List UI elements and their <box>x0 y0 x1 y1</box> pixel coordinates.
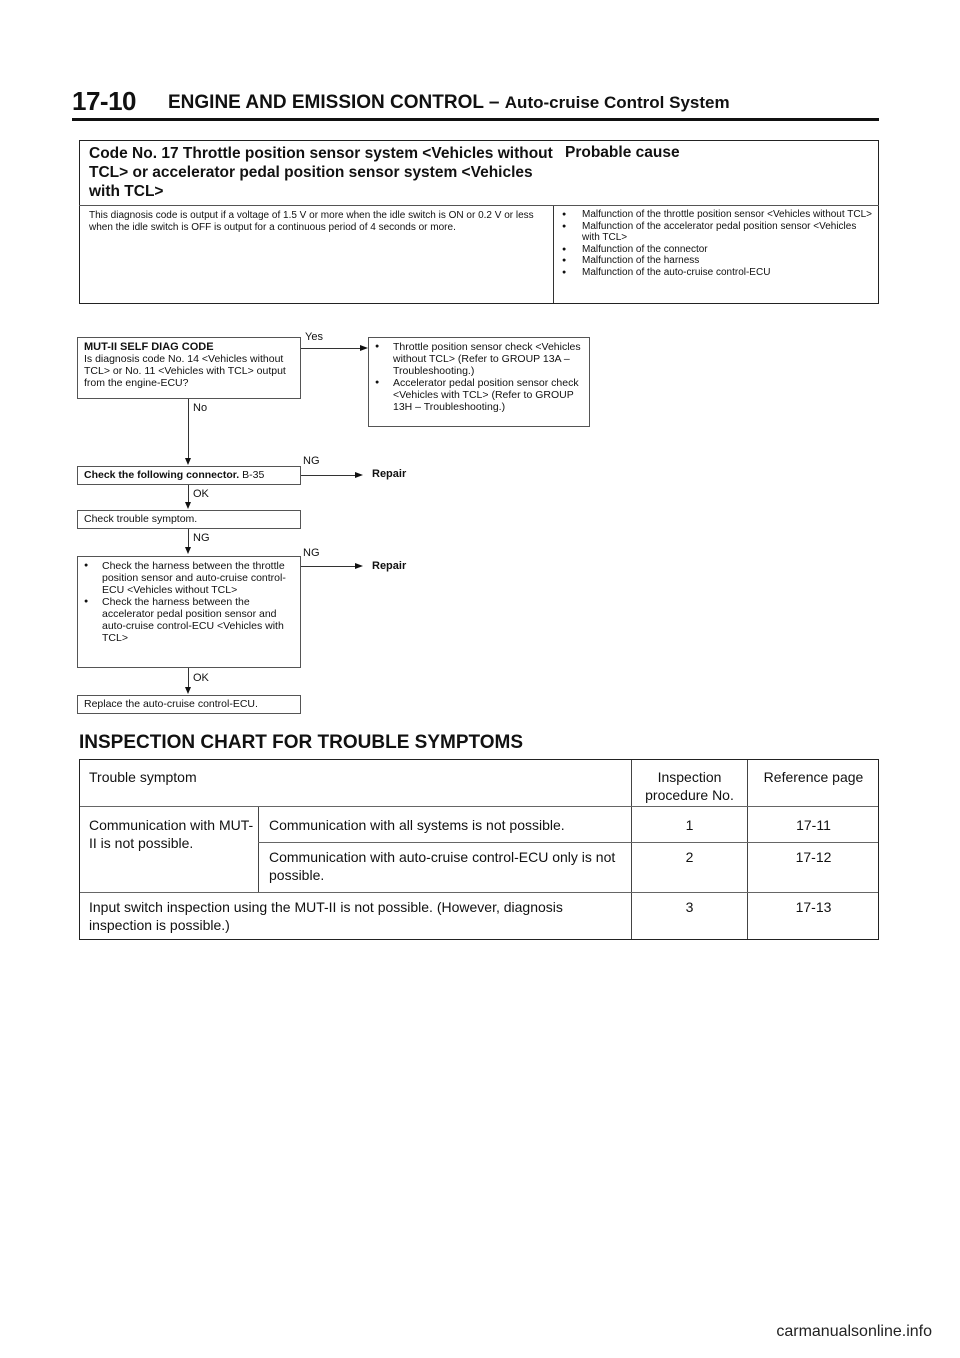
row-symptom: Communication with auto-cruise control-ECU only is not possible. <box>269 849 616 883</box>
yes-connector <box>301 348 361 349</box>
code-title: Code No. 17 Throttle position sensor system <Vehicles without TCL> or accelerator pedal position sensor system <Vehicles with TCL> <box>89 145 553 200</box>
trouble-symptom-text: Check trouble symptom. <box>84 513 198 525</box>
title-separator: – <box>488 92 500 113</box>
header-trouble-symptom: Trouble symptom <box>89 769 197 785</box>
row-procedure: 2 <box>685 849 694 865</box>
cause-item: ● Malfunction of the connector <box>562 244 874 256</box>
cause-item: ● Malfunction of the harness <box>562 255 874 267</box>
row-reference: 17-11 <box>796 817 831 833</box>
row-symptom: Communication with all systems is not possible. <box>269 817 565 833</box>
diag-code-title: MUT-II SELF DIAG CODE <box>84 341 214 353</box>
connector-ref: B-35 <box>242 469 265 481</box>
harness-check-item: ● Check the harness between the accelerator pedal position sensor and auto-cruise control-ECU <Vehicles with TCL> <box>82 596 296 644</box>
header-reference-page: Reference page <box>763 769 864 785</box>
harness-check-list <box>82 560 296 644</box>
repair-label: Repair <box>372 560 407 572</box>
ok-connector <box>188 668 189 688</box>
arrow-right-icon <box>355 472 363 478</box>
sensor-check-item: ● Throttle position sensor check <Vehicles without TCL> (Refer to GROUP 13A – Troubleshooting.) <box>373 341 585 377</box>
chart-column-divider <box>747 760 748 939</box>
cause-item: ● Malfunction of the auto-cruise control-ECU <box>562 267 874 279</box>
harness-check-item: ● Check the harness between the throttle position sensor and auto-cruise control-ECU <Vehicles without TCL> <box>82 560 296 596</box>
replace-ecu-text: Replace the auto-cruise control-ECU. <box>84 698 258 710</box>
ng-label: NG <box>303 547 320 559</box>
sensor-check-box <box>368 337 590 427</box>
chart-row-divider <box>80 892 878 893</box>
diag-code-question: Is diagnosis code No. 14 <Vehicles without TCL> or No. 11 <Vehicles with TCL> output from the engine-ECU? <box>84 353 286 389</box>
row-procedure: 3 <box>685 899 694 915</box>
code-table-divider <box>79 205 879 206</box>
chart-column-divider <box>258 806 259 892</box>
subsection-name: Auto-cruise Control System <box>504 93 730 112</box>
ok-connector <box>188 485 189 503</box>
header-inspection-procedure: Inspection procedure No. <box>645 769 734 803</box>
probable-cause-list <box>562 209 874 278</box>
probable-cause-header: Probable cause <box>565 144 680 161</box>
chart-row-divider <box>258 842 878 843</box>
trouble-symptom-box <box>77 510 301 529</box>
arrow-down-icon <box>185 547 191 554</box>
arrow-down-icon <box>185 458 191 465</box>
code-table-column-divider <box>553 206 554 303</box>
inspection-chart-title: INSPECTION CHART FOR TROUBLE SYMPTOMS <box>79 732 524 753</box>
diag-code-box <box>77 337 301 399</box>
section-title <box>168 92 730 114</box>
row-reference: 17-12 <box>795 849 832 865</box>
chart-column-divider <box>631 760 632 939</box>
ng-label: NG <box>303 455 320 467</box>
row-procedure: 1 <box>685 817 694 833</box>
ok-label: OK <box>193 672 209 684</box>
cause-item: ● Malfunction of the accelerator pedal position sensor <Vehicles with TCL> <box>562 221 874 244</box>
arrow-right-icon <box>360 345 368 351</box>
cause-item: ● Malfunction of the throttle position sensor <Vehicles without TCL> <box>562 209 874 221</box>
page-number: 17-10 <box>72 86 136 116</box>
connector-check-box <box>77 466 301 485</box>
replace-ecu-box <box>77 695 301 714</box>
connector-check-text: Check the following connector. <box>84 469 240 481</box>
ok-label: OK <box>193 488 209 500</box>
row-symptom: Input switch inspection using the MUT-II is not possible. (However, diagnosis inspection is possible.) <box>89 899 563 933</box>
section-name: ENGINE AND EMISSION CONTROL <box>168 92 484 113</box>
sensor-check-item: ● Accelerator pedal position sensor check <Vehicles with TCL> (Refer to GROUP 13H – Troubleshooting.) <box>373 377 585 413</box>
ng-connector <box>301 475 355 476</box>
ng-connector <box>188 529 189 548</box>
code-description: This diagnosis code is output if a voltage of 1.5 V or more when the idle switch is ON or 0.2 V or less when the idle switch is OFF is output for a continuous period of 4 seconds or more. <box>89 210 534 233</box>
sensor-check-list <box>373 341 585 413</box>
row-reference: 17-13 <box>795 899 832 915</box>
yes-label: Yes <box>305 331 323 343</box>
harness-check-box <box>77 556 301 668</box>
no-label: No <box>193 402 208 414</box>
arrow-down-icon <box>185 502 191 509</box>
no-connector <box>188 399 189 459</box>
arrow-down-icon <box>185 687 191 694</box>
watermark-text: carmanualsonline.info <box>776 1323 932 1340</box>
header-rule <box>72 118 879 121</box>
arrow-right-icon <box>355 563 363 569</box>
ng-label: NG <box>193 532 210 544</box>
ng-connector <box>301 566 355 567</box>
group-communication-label: Communication with MUT-II is not possible. <box>89 817 254 851</box>
repair-label: Repair <box>372 468 407 480</box>
chart-row-divider <box>80 806 878 807</box>
